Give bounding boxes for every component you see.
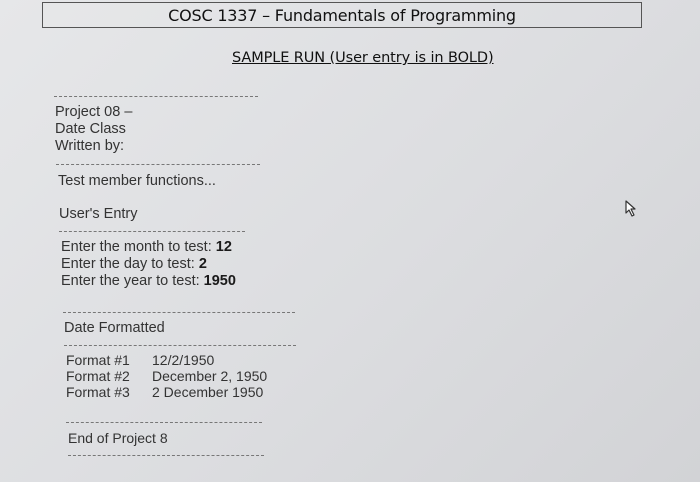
format-label: Format #2 (66, 368, 130, 384)
sample-run-subtitle: SAMPLE RUN (User entry is in BOLD) (232, 50, 494, 66)
format-label: Format #3 (66, 384, 130, 400)
format-row (66, 368, 267, 384)
month-entry-line (61, 239, 232, 256)
project-line: Project 08 – (55, 104, 133, 120)
end-of-project-line: End of Project 8 (68, 430, 168, 446)
divider-date-formatted (64, 345, 296, 346)
format-value: 12/2/1950 (152, 352, 215, 368)
format-value: December 2, 1950 (152, 368, 268, 384)
mouse-pointer-icon (624, 200, 640, 218)
divider-intro (56, 164, 260, 165)
format-value: 2 December 1950 (152, 384, 264, 400)
test-member-functions-line: Test member functions... (58, 173, 216, 189)
day-entry-line (61, 256, 207, 273)
month-prompt: Enter the month to test: (61, 239, 216, 255)
month-value: 12 (215, 239, 232, 255)
divider-footer-top (66, 422, 262, 423)
class-line: Date Class (55, 121, 126, 137)
header-box (42, 2, 642, 28)
date-formatted-heading: Date Formatted (64, 320, 165, 336)
divider-date-formatted-top (63, 312, 295, 313)
day-prompt: Enter the day to test: (61, 256, 199, 272)
format-row (66, 352, 214, 368)
divider-users-entry (59, 231, 245, 232)
year-entry-line (61, 273, 236, 290)
year-prompt: Enter the year to test: (61, 273, 204, 289)
document-title: COSC 1337 – Fundamentals of Programming (168, 5, 516, 25)
day-value: 2 (198, 256, 207, 272)
year-value: 1950 (203, 273, 236, 289)
users-entry-heading: User's Entry (59, 206, 138, 222)
format-label: Format #1 (66, 352, 130, 368)
format-row (66, 384, 263, 400)
divider-top (54, 96, 258, 97)
written-by-line: Written by: (55, 138, 125, 154)
divider-footer-bottom (68, 455, 264, 456)
